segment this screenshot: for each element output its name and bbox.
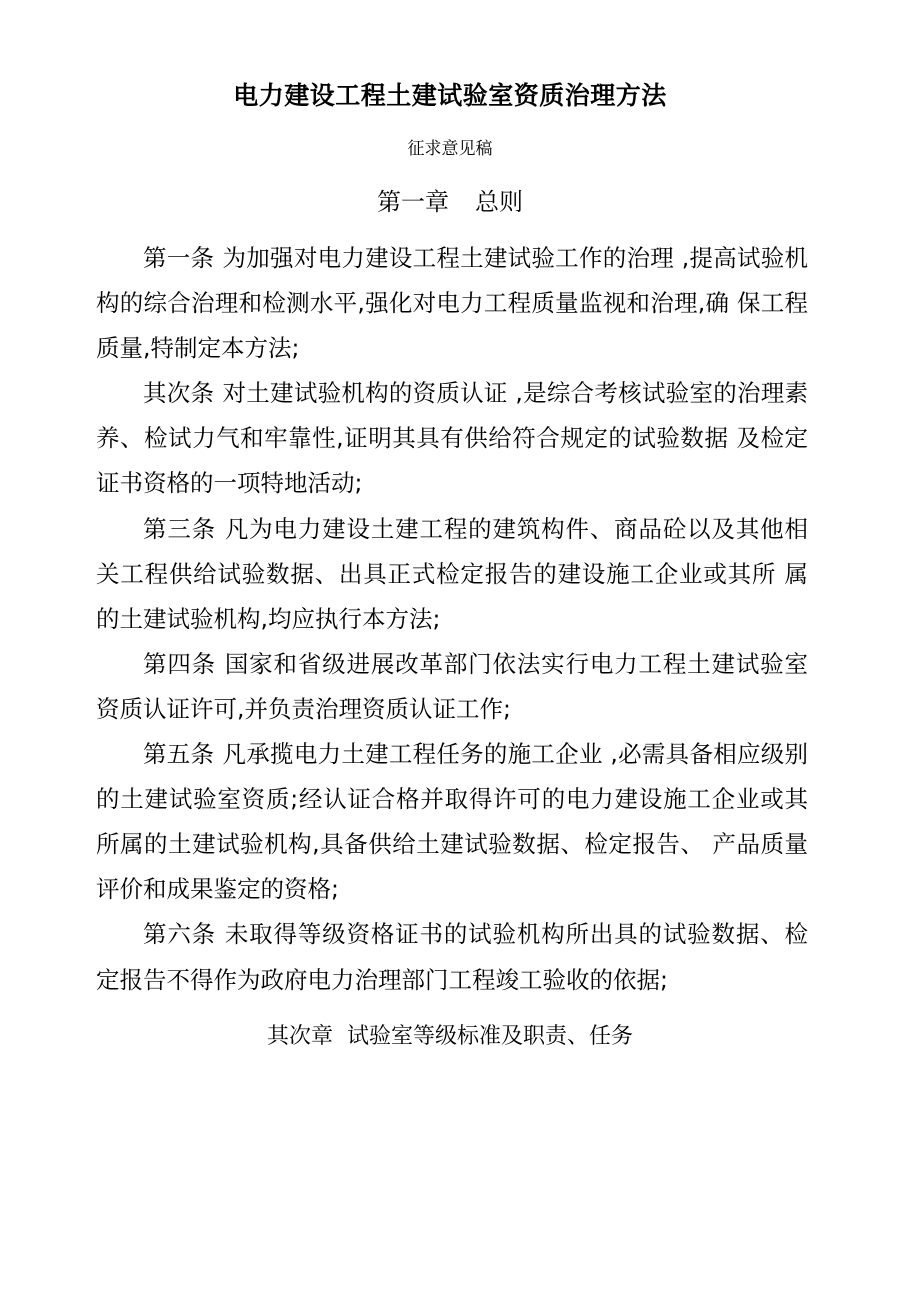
article-number: 第六条 (143, 920, 216, 949)
article-3 (96, 507, 808, 642)
article-1 (96, 236, 808, 371)
article-number: 第五条 (143, 740, 215, 769)
article-5 (96, 732, 808, 912)
article-text: 国家和省级进展改革部门依法实行电力工程土建试验室资质认证许可,并负责治理资质认证工作; (96, 649, 808, 723)
article-number: 第一条 (143, 244, 215, 272)
article-6 (96, 912, 808, 1002)
chapter-number: 第一章 (377, 188, 449, 216)
article-text: 对土建试验机构的资质认证 ,是综合考核试验室的治理素养、检试力气和牢靠性,证明其具有供给符合规定的试验数据 及检定证书资格的一项特地活动; (96, 379, 808, 498)
article-number: 第三条 (143, 514, 216, 543)
article-text: 为加强对电力建设工程土建试验工作的治理 ,提高试验机构的综合治理和检测水平,强化对电力工程质量监视和治理,确 保工程质量,特制定本方法; (96, 244, 808, 363)
article-text: 凡为电力建设土建工程的建筑构件、商品砼以及其他相关工程供给试验数据、出具正式检定报告的建设施工企业或其所 属的土建试验机构,均应执行本方法; (96, 514, 808, 633)
chapter-heading-1 (0, 185, 900, 219)
article-text: 未取得等级资格证书的试验机构所出具的试验数据、检定报告不得作为政府电力治理部门工程竣工验收的依据; (96, 920, 808, 994)
chapter-name: 试验室等级标准及职责、任务 (347, 1024, 634, 1049)
chapter-heading-2 (0, 1020, 900, 1054)
chapter-number: 其次章 (266, 1024, 333, 1049)
article-number: 第四条 (143, 649, 216, 678)
document-title: 电力建设工程土建试验室资质治理方法 (233, 81, 667, 110)
chapter-name: 总则 (475, 188, 523, 216)
article-2 (96, 371, 808, 506)
article-text: 凡承揽电力土建工程任务的施工企业 ,必需具备相应级别的土建试验室资质;经认证合格并取得许可的电力建设施工企业或其所属的土建试验机构,具备供给土建试验数据、检定报告、 产品质量评价和成果鉴定的资格; (96, 740, 808, 904)
article-number: 其次条 (143, 379, 215, 408)
document-body (96, 236, 808, 1003)
article-4 (96, 642, 808, 732)
document-subtitle: 征求意见稿 (407, 139, 493, 159)
